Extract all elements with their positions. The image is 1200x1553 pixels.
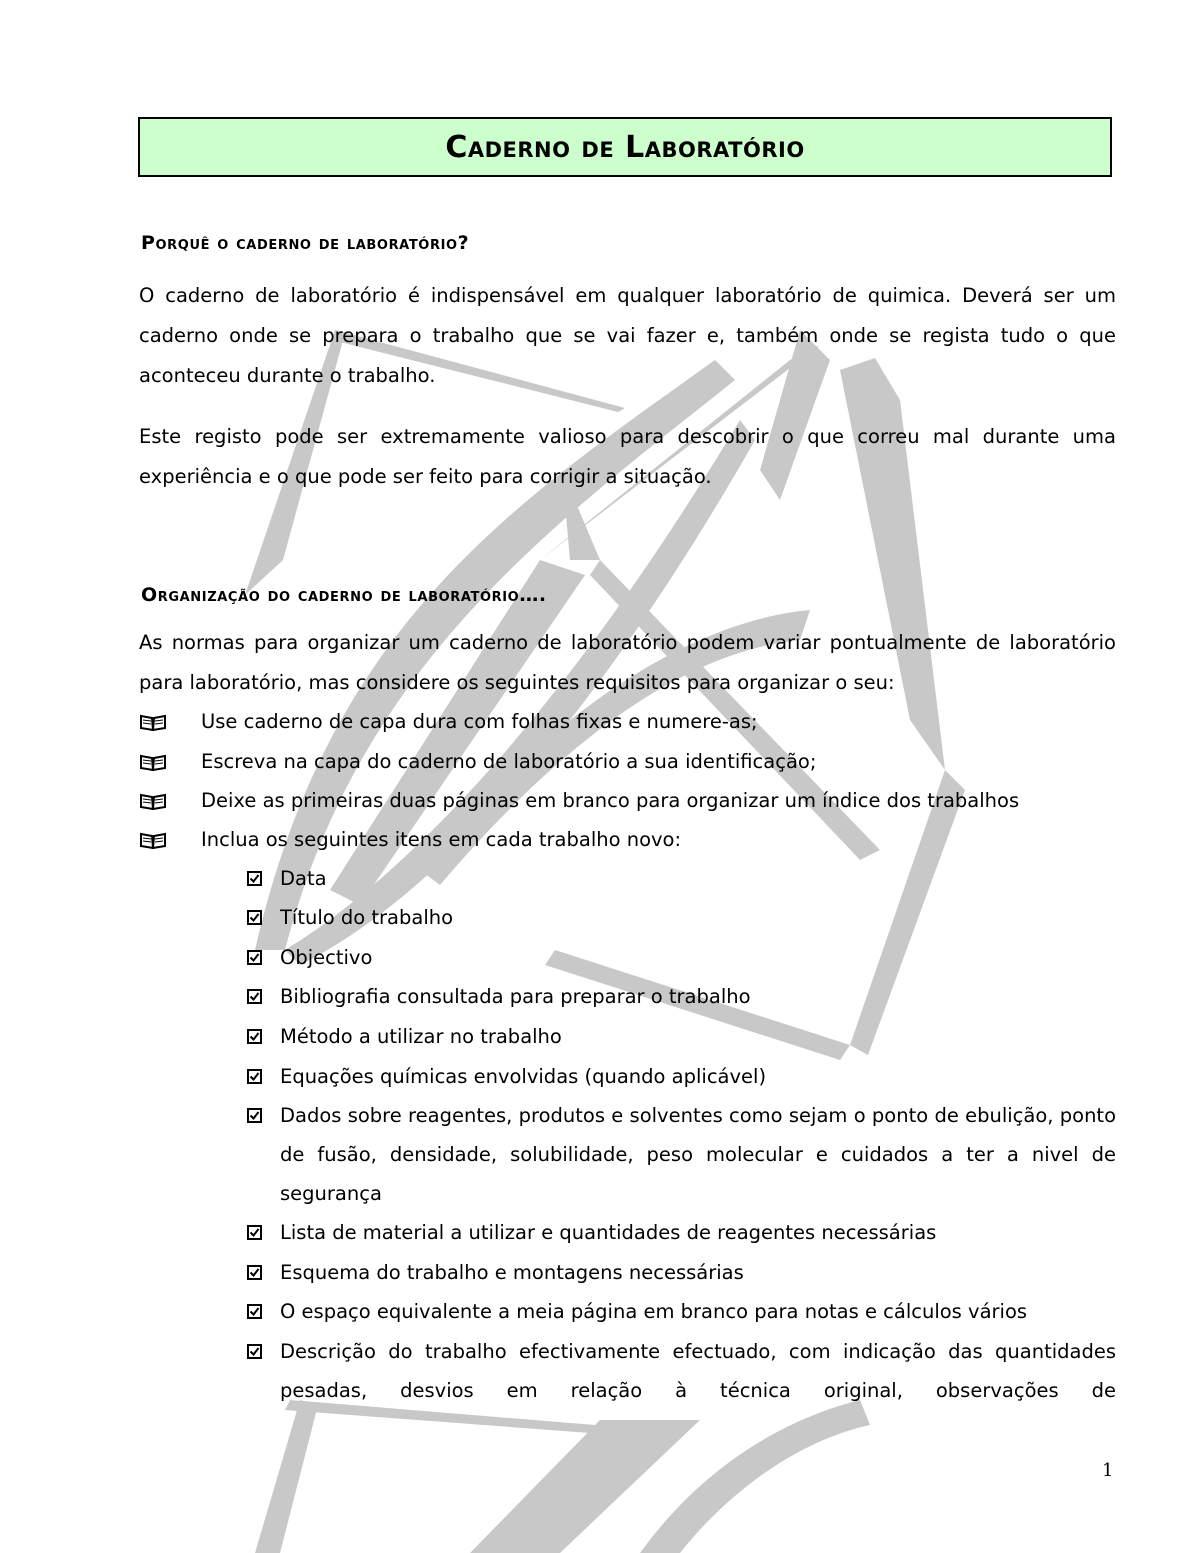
open-book-icon	[140, 753, 166, 771]
list-item-text: Use caderno de capa dura com folhas fixas e numere-as;	[201, 710, 758, 733]
checklist-item-text: Data	[280, 867, 327, 890]
list-item-text: Inclua os seguintes itens em cada trabalho novo:	[201, 828, 682, 851]
checklist-item	[247, 1017, 1117, 1056]
checked-box-icon	[247, 1069, 262, 1084]
checklist-item	[247, 1292, 1117, 1331]
checklist-item-text: Descrição do trabalho efectivamente efectuado, com indicação das quantidades pesadas, desvios em relação à técnica original, observações de	[280, 1340, 1116, 1402]
paragraph-2: Este registo pode ser extremamente valioso para descobrir o que correu mal durante uma experiência e o que pode ser feito para corrigir a situação.	[139, 425, 1116, 488]
document-title: Caderno de Laboratório	[445, 129, 805, 165]
checklist-item-text: Objectivo	[280, 946, 373, 969]
section-heading-why: Porquê o caderno de laboratório?	[141, 232, 470, 254]
checklist-item-text: Esquema do trabalho e montagens necessárias	[280, 1261, 744, 1284]
checklist-item	[247, 859, 1117, 898]
checklist-item-text: Título do trabalho	[280, 906, 454, 929]
checked-box-icon	[247, 989, 262, 1004]
title-box	[138, 117, 1112, 177]
page-number: 1	[1102, 1460, 1114, 1481]
list-item	[139, 820, 1119, 860]
checked-box-icon	[247, 1265, 262, 1280]
checklist-item	[247, 1057, 1117, 1096]
open-book-icon	[140, 713, 166, 731]
checklist-item-text: Lista de material a utilizar e quantidades de reagentes necessárias	[280, 1221, 937, 1244]
checked-box-icon	[247, 1225, 262, 1240]
checked-box-icon	[247, 1344, 262, 1359]
checklist-item-text: Equações químicas envolvidas (quando aplicável)	[280, 1065, 767, 1088]
checklist-item	[247, 1253, 1117, 1292]
checklist-item-text: Método a utilizar no trabalho	[280, 1025, 562, 1048]
checklist-item	[247, 977, 1117, 1016]
checklist-item	[247, 1332, 1117, 1410]
checked-box-icon	[247, 871, 262, 886]
checklist-item	[247, 938, 1117, 977]
checklist-item	[247, 898, 1117, 937]
list-item	[139, 742, 1119, 782]
paragraph-1: O caderno de laboratório é indispensável em qualquer laboratório de quimica. Deverá ser um caderno onde se prepara o trabalho que se vai fazer e, também onde se regista tudo o que aconteceu durante o trabalho.	[139, 284, 1116, 387]
checklist-item-text: Bibliografia consultada para preparar o trabalho	[280, 985, 751, 1008]
checklist-item-text: O espaço equivalente a meia página em branco para notas e cálculos vários	[280, 1300, 1028, 1323]
checklist-item-text: Dados sobre reagentes, produtos e solventes como sejam o ponto de ebulição, ponto de fusão, densidade, solubilidade, peso molecular e cuidados a ter a nivel de segurança	[280, 1104, 1116, 1205]
checked-box-icon	[247, 910, 262, 925]
checked-box-icon	[247, 1108, 262, 1123]
intro-paragraph: As normas para organizar um caderno de laboratório podem variar pontualmente de laboratório para laboratório, mas considere os seguintes requisitos para organizar o seu:	[139, 631, 1116, 694]
checklist-item	[247, 1096, 1117, 1213]
open-book-icon	[140, 792, 166, 810]
checked-box-icon	[247, 1304, 262, 1319]
list-item	[139, 702, 1119, 742]
checked-box-icon	[247, 1029, 262, 1044]
list-item-text: Deixe as primeiras duas páginas em branco para organizar um índice dos trabalhos	[201, 789, 1020, 812]
open-book-icon	[140, 831, 166, 849]
list-item-text: Escreva na capa do caderno de laboratório a sua identificação;	[201, 750, 817, 773]
checklist-item	[247, 1213, 1117, 1252]
list-item	[139, 781, 1119, 821]
section-heading-organization: Organização do caderno de laboratório….	[141, 584, 547, 606]
checked-box-icon	[247, 950, 262, 965]
